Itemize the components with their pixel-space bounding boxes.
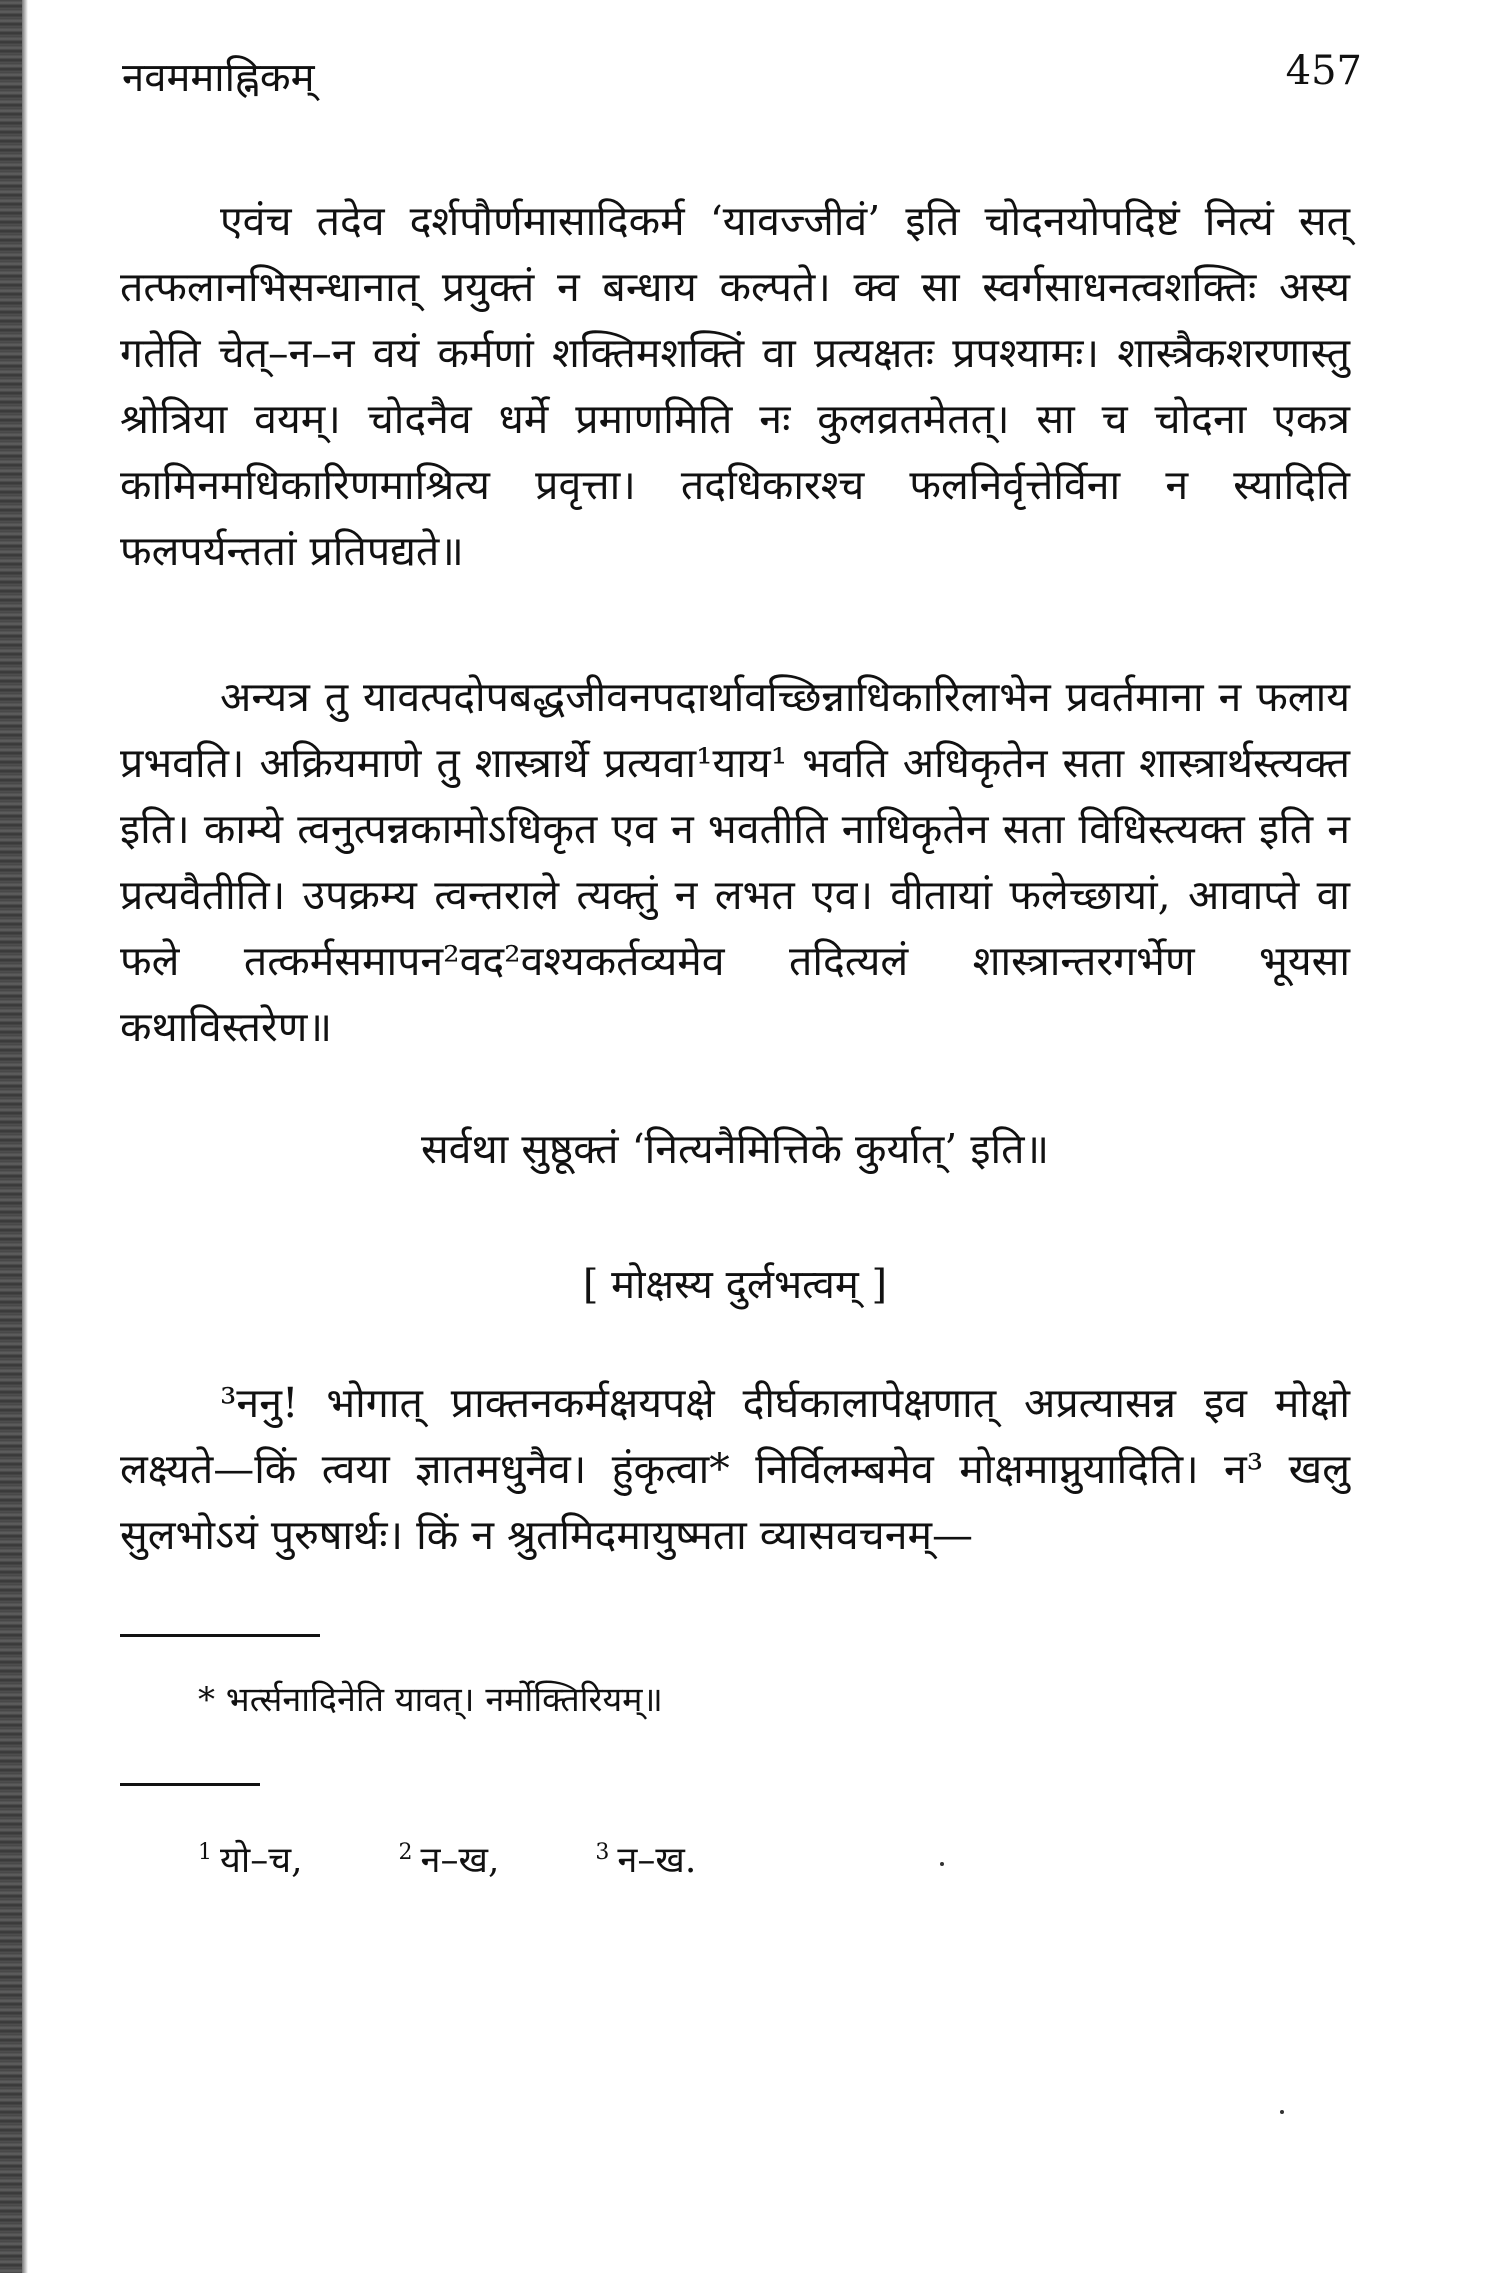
- scan-speck: [940, 1862, 944, 1866]
- running-title: नवममाह्निकम्: [122, 55, 315, 101]
- variant-3: $^3$ न–ख.: [595, 1840, 697, 1881]
- book-page: [120, 40, 1362, 1883]
- verse-line: सर्वथा सुष्ठूक्तं ‘नित्यनैमित्तिके कुर्यात्’ इति॥: [420, 1125, 1050, 1173]
- section-heading: [ मोक्षस्य दुर्लभत्वम् ]: [582, 1262, 888, 1308]
- paragraph-1: एवंच तदेव दर्शपौर्णमासादिकर्म ‘यावज्जीवं’ इति चोदनयोपदिष्टं नित्यं सत् तत्फलानभिसन्धानात् प्रयुक्तं न बन्धाय कल्पते। क्व सा स्वर्गसाधनत्वशक्तिः अस्य गतेति चेत्–न–न वयं कर्मणां शक्तिमशक्तिं वा प्रत्यक्षतः प्रपश्यामः। शास्त्रैकशरणास्तु श्रोत्रिया वयम्। चोदनैव धर्मे प्रमाणमिति नः कुलव्रतमेतत्। सा च चोदना एकत्र कामिनमधिकारिणमाश्रित्य प्रवृत्ता। तदधिकारश्च फलनिर्वृत्तेर्विना न स्यादिति फलपर्यन्ततां प्रतिपद्यते॥: [120, 197, 1350, 575]
- variant-readings: [198, 1834, 1350, 1883]
- footnote-rule: [120, 1634, 320, 1637]
- variant-1: $^1$ यो–च,: [198, 1840, 303, 1881]
- binding-edge: [0, 0, 22, 2273]
- paragraph-3: ³ननु! भोगात् प्राक्तनकर्मक्षयपक्षे दीर्घकालापेक्षणात् अप्रत्यासन्न इव मोक्षो लक्ष्यते—किं त्वया ज्ञातमधुनैव। हुंकृत्वा* निर्विलम्बमेव मोक्षमाप्नुयादिति। न³ खलु सुलभोऽयं पुरुषार्थः। किं न श्रुतमिदमायुष्मता व्यासवचनम्—: [120, 1379, 1350, 1559]
- scan-speck: [1280, 2110, 1284, 2114]
- variants-rule: [120, 1783, 260, 1786]
- paragraph-2: अन्यत्र तु यावत्पदोपबद्धजीवनपदार्थावच्छिन्नाधिकारिलाभेन प्रवर्तमाना न फलाय प्रभवति। अक्रियमाणे तु शास्त्रार्थे प्रत्यवा¹याय¹ भवति अधिकृतेन सता शास्त्रार्थस्त्यक्त इति। काम्ये त्वनुत्पन्नकामोऽधिकृत एव न भवतीति नाधिकृतेन सता विधिस्त्यक्त इति न प्रत्यवैतीति। उपक्रम्य त्वन्तराले त्यक्तुं न लभत एव। वीतायां फलेच्छायां, आवाप्ते वा फले तत्कर्मसमापन²वद²वश्यकर्तव्यमेव तदित्यलं शास्त्रान्तरगर्भेण भूयसा कथाविस्तरेण॥: [120, 673, 1350, 1051]
- page-number: 457: [1285, 48, 1362, 94]
- running-head: [120, 40, 1362, 110]
- variant-2: $^2$ न–ख,: [398, 1840, 500, 1881]
- footnote: * भर्त्सनादिनेति यावत्। नर्मोक्तिरियम्॥: [198, 1680, 663, 1720]
- binding-shadow: [22, 0, 28, 2273]
